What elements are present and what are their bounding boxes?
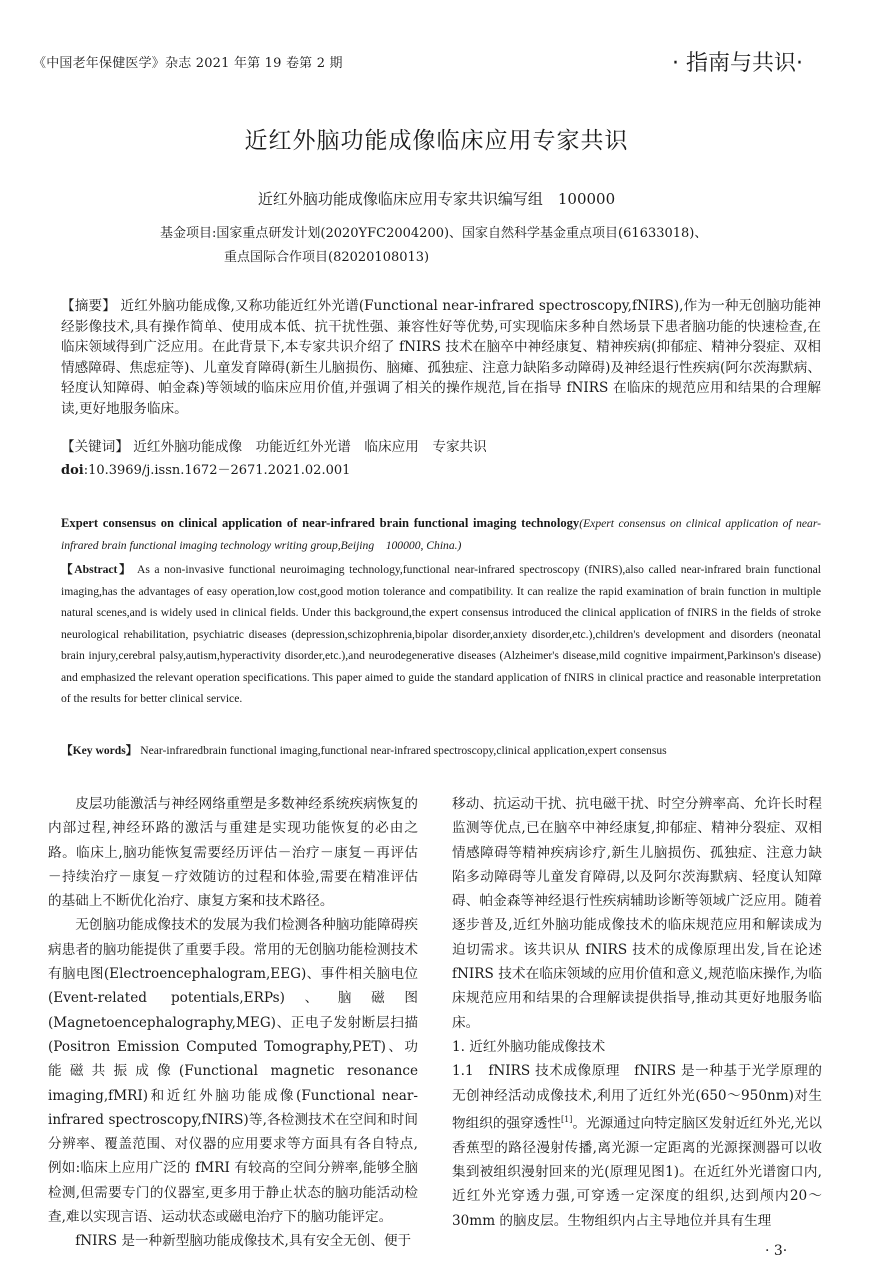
abstract-zh-text: 近红外脑功能成像,又称功能近红外光谱(Functional near-infrared spectroscopy,fNIRS),作为一种无创脑功能神经影像技术,具有操作简单、使用成本低、抗干扰性强、兼容性好等优势,可实现临床多种自然场景下患者脑功能的快速检查,在临床领域得到广泛应用。在此背景下,本专家共识介绍了 fNIRS 技术在脑卒中神经康复、精神疾病(抑郁症、精神分裂症、双相情感障碍、焦虑症等)、儿童发育障碍(新生儿脑损伤、脑瘫、孤独症、注意力缺陷多动障碍)及神经退行性疾病(阿尔茨海默病、轻度认知障碍、帕金森)等领域的临床应用价值,并强调了相关的操作规范,旨在指导 fNIRS 在临床的规范应用和结果的合理解读,更好地服务临床。 xyxy=(61,298,821,417)
funding-line-2: 重点国际合作项目(82020108013) xyxy=(224,250,430,265)
doi-line xyxy=(61,459,821,478)
body-paragraph: 皮层功能激活与神经网络重塑是多数神经系统疾病恢复的内部过程,神经环路的激活与重建是实现功能恢复的必由之路。临床上,脑功能恢复需要经历评估－治疗－康复－再评估－持续治疗－康复－疗效随访的过程和体验,需要在精准评估的基础上不断优化治疗、康复方案和技术路径。 xyxy=(48,796,418,910)
english-title-block xyxy=(61,513,821,556)
body-paragraph xyxy=(452,1059,822,1233)
english-title: Expert consensus on clinical application of near-infrared brain functional imaging technology xyxy=(61,516,580,530)
abstract-en-label: 【Abstract】 xyxy=(61,563,133,576)
article-title: 近红外脑功能成像临床应用专家共识 xyxy=(244,128,629,154)
body-paragraph: fNIRS 是一种新型脑功能成像技术,具有安全无创、便于 xyxy=(75,1233,412,1250)
section-heading-1: 1. 近红外脑功能成像技术 xyxy=(452,1038,606,1055)
body-column-right xyxy=(452,792,822,1233)
section-tag: · 指南与共识· xyxy=(672,51,803,76)
page-number: · 3· xyxy=(765,1243,788,1259)
author-group: 近红外脑功能成像临床应用专家共识编写组 100000 xyxy=(257,190,616,208)
keywords-zh-label: 【关键词】 xyxy=(61,439,129,455)
funding-line-1: 基金项目:国家重点研发计划(2020YFC2004200)、国家自然科学基金重点项目(61633018)、 xyxy=(160,226,708,241)
keywords-en-text: Near-infraredbrain functional imaging,functional near-infrared spectroscopy,clinical application,expert consensus xyxy=(140,744,667,757)
english-writing-group: (Expert consensus on clinical application of near-infrared brain functional imaging technology writing group,Beijing 100000, China.) xyxy=(61,517,821,552)
abstract-zh xyxy=(61,296,821,419)
abstract-zh-label: 【摘要】 xyxy=(61,298,117,314)
doi-value: :10.3969/j.issn.1672－2671.2021.02.001 xyxy=(83,463,351,478)
body-text: fNIRS 是一种基于光学原理的无创神经活动成像技术,利用了近红外光(650～950nm)对生物组织的强穿透性 xyxy=(452,1063,822,1132)
doi-label: doi xyxy=(61,463,84,478)
abstract-en-text: As a non-invasive functional neuroimaging technology,functional near-infrared spectroscopy (fNIRS),also called near-infrared brain functional imaging,has the advantages of easy operation,low cost,good motion tolerance and compatibility. It can realize the rapid examination of brain function in multiple natural scenes,and is widely used in clinical fields. Under this background,the expert consensus introduced the clinical application of fNIRS in the fields of stroke neurological rehabilitation, psychiatric diseases (depression,schizophrenia,bipolar disorder,anxiety disorder,etc.),children's development and disorders (neonatal brain injury,cerebral palsy,autism,hyperactivity disorder,etc.),and neurodegenerative diseases (Alzheimer's disease,mild cognitive impairment,Parkinson's disease) and emphasized the relevant operation specifications. This paper aimed to guide the standard application of fNIRS in clinical practice and reasonable interpretation of the results for better clinical service. xyxy=(61,563,821,705)
body-column-left xyxy=(48,792,418,1254)
keywords-en-label: 【Key words】 xyxy=(61,744,138,757)
abstract-en xyxy=(61,559,821,710)
body-paragraph: 移动、抗运动干扰、抗电磁干扰、时空分辨率高、允许长时程监测等优点,已在脑卒中神经康复,抑郁症、精神分裂症、双相情感障碍等精神疾病诊疗,新生儿脑损伤、孤独症、注意力缺陷多动障碍等儿童发育障碍,以及阿尔茨海默病、轻度认知障碍、帕金森等神经退行性疾病辅助诊断等领域广泛应用。随着逐步普及,近红外脑功能成像技术的临床规范应用和解读成为迫切需求。该共识从 fNIRS 技术的成像原理出发,旨在论述 fNIRS 技术在临床领域的应用价值和意义,规范临床操作,为临床规范应用和结果的合理解读提供指导,推动其更好地服务临床。 xyxy=(452,796,822,1031)
section-heading-1-1: 1.1 fNIRS 技术成像原理 xyxy=(452,1063,621,1080)
body-paragraph: 无创脑功能成像技术的发展为我们检测各种脑功能障碍疾病患者的脑功能提供了重要手段。常用的无创脑功能检测技术有脑电图(Electroencephalogram,EEG)、事件相关脑电位(Event-related potentials,ERPs)、脑磁图(Magnetoencephalography,MEG)、正电子发射断层扫描(Positron Emission Computed Tomography,PET)、功能磁共振成像(Functional magnetic resonance imaging,fMRI)和近红外脑功能成像(Functional near-infrared spectroscopy,fNIRS)等,各检测技术在空间和时间分辨率、覆盖范围、对仪器的应用要求等方面具有各自特点,例如:临床上应用广泛的 fMRI 有较高的空间分辨率,能够全脑检测,但需要专门的仪器室,更多用于静止状态的脑功能活动检查,难以实现言语、运动状态或磁电治疗下的脑功能评定。 xyxy=(48,917,418,1226)
body-text: 。光源通过向特定脑区发射近红外光,光以香蕉型的路径漫射传播,离光源一定距离的光源探测器可以收集到被组织漫射回来的光(原理见图1)。在近红外光谱窗口内,近红外光穿透力强,可穿透一定深度的组织,达到颅内20～30mm 的脑皮层。生物组织内占主导地位并具有生理 xyxy=(452,1115,822,1229)
citation-ref[interactable]: [1] xyxy=(561,1114,573,1124)
keywords-en xyxy=(61,740,821,762)
running-head: 《中国老年保健医学》杂志 2021 年第 19 卷第 2 期 xyxy=(33,56,343,71)
keywords-zh xyxy=(61,437,821,458)
keywords-zh-text: 近红外脑功能成像 功能近红外光谱 临床应用 专家共识 xyxy=(133,439,487,455)
